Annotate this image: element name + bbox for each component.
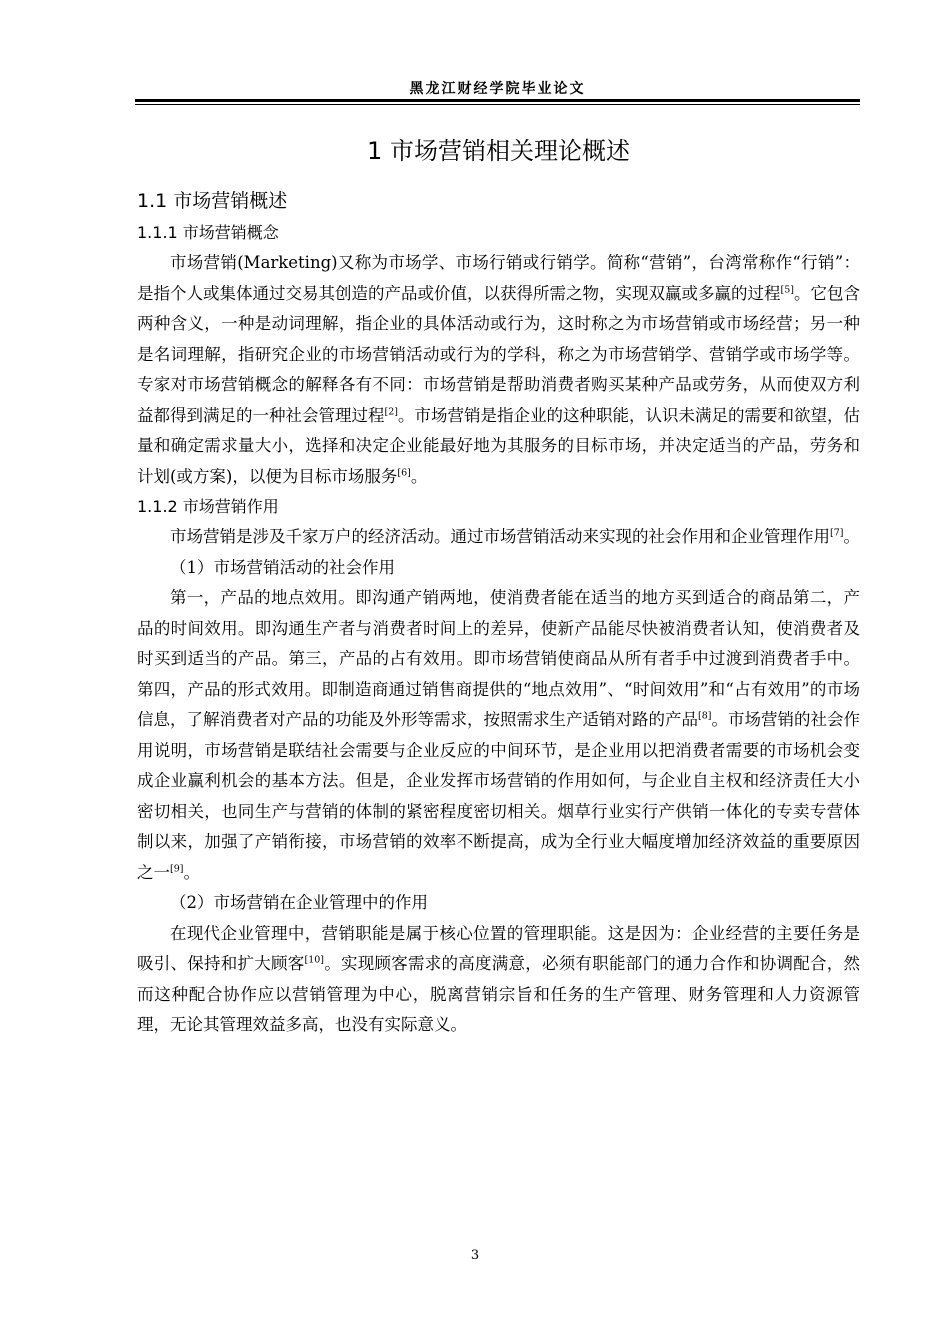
text-run: 。它包含两种含义，一种是动词理解，指企业的具体活动或行为，这时称之为市场营销或市场经营；另一种是名词理解，指研究企业的市场营销活动或行为的学科，称之为市场营销学、营销学或市场学等。专家对市场营销概念的解释各有不同：市场营销是帮助消费者购买某种产品或劳务，从而使双方利益都得到满足的一种社会管理过程	[137, 283, 861, 425]
chapter-title: 1 市场营销相关理论概述	[367, 137, 630, 165]
list-item-management-role: （2）市场营销在企业管理中的作用	[170, 893, 428, 912]
header-rule-thin	[135, 104, 860, 105]
list-item-social-role: （1）市场营销活动的社会作用	[170, 557, 395, 577]
text-run: 。	[410, 466, 428, 486]
text-run: 。市场营销是指企业的这种职能，认识未满足的需要和欲望，估量和确定需求量大小，选择和决定企业能最好地为其服务的目标市场，并决定适当的产品，劳务和计划(或方案)，以便为目标市场服务	[137, 405, 861, 486]
citation-ref: [10]	[304, 954, 325, 966]
paragraph-marketing-role-intro	[137, 522, 860, 553]
citation-ref: [8]	[698, 710, 712, 722]
text-run: 。	[183, 862, 200, 882]
citation-ref: [7]	[830, 527, 844, 539]
citation-ref: [2]	[384, 406, 398, 417]
text-run: 。实现顾客需求的高度满意，必须有职能部门的通力合作和协调配合，然而这种配合协作应以营销管理为中心，脱离营销宗旨和任务的生产管理、财务管理和人力资源管理，无论其管理效益多高，也没有实际意义。	[137, 954, 861, 1034]
citation-ref: [6]	[397, 467, 411, 478]
text-run: 市场营销(Marketing)又称为市场学、市场行销或行销学。简称“营销”，台湾常称作“行销”：是指个人或集体通过交易其创造的产品或价值，以获得所需之物，实现双赢或多赢的过程	[137, 253, 860, 303]
text-run: 在现代企业管理中，营销职能是属于核心位置的管理职能。这是因为：企业经营的主要任务是吸引、保持和扩大顾客	[137, 923, 860, 973]
page-number: 3	[470, 1248, 480, 1263]
subsection-heading-1-1-1: 1.1.1 市场营销概念	[137, 223, 279, 242]
section-heading-1-1: 1.1 市场营销概述	[137, 190, 288, 212]
header-rule-thick	[135, 99, 860, 102]
page-body	[137, 132, 860, 1041]
subsection-heading-1-1-2: 1.1.2 市场营销作用	[137, 497, 279, 516]
text-run: 第一，产品的地点效用。即沟通产销两地，使消费者能在适当的地方买到适合的商品第二，产品的时间效用。即沟通生产者与消费者时间上的差异，使新产品能尽快被消费者认知，使消费者及时买到适当的产品。第三，产品的占有效用。即市场营销使商品从所有者手中过渡到消费者手中。第四，产品的形式效用。即制造商通过销售商提供的“地点效用”、“时间效用”和“占有效用”的市场信息，了解消费者对产品的功能及外形等需求，按照需求生产适销对路的产品	[137, 588, 860, 729]
citation-ref: [5]	[780, 284, 794, 295]
text-run: 。	[843, 527, 860, 546]
citation-ref: [9]	[170, 863, 184, 874]
paragraph-management-role	[137, 919, 860, 1041]
paragraph-social-role	[137, 583, 860, 888]
paragraph-marketing-concept	[137, 248, 860, 492]
text-run: 市场营销是涉及千家万户的经济活动。通过市场营销活动来实现的社会作用和企业管理作用	[170, 527, 830, 546]
running-header: 黑龙江财经学院毕业论文	[409, 81, 586, 97]
text-run: 。市场营销的社会作用说明，市场营销是联结社会需要与企业反应的中间环节，是企业用以把消费者需要的市场机会变成企业赢利机会的基本方法。但是，企业发挥市场营销的作用如何，与企业自主权和经济责任大小密切相关，也同生产与营销的体制的紧密程度密切相关。烟草行业实行产供销一体化的专卖专营体制以来，加强了产销衔接，市场营销的效率不断提高，成为全行业大幅度增加经济效益的重要原因之一	[137, 710, 861, 882]
